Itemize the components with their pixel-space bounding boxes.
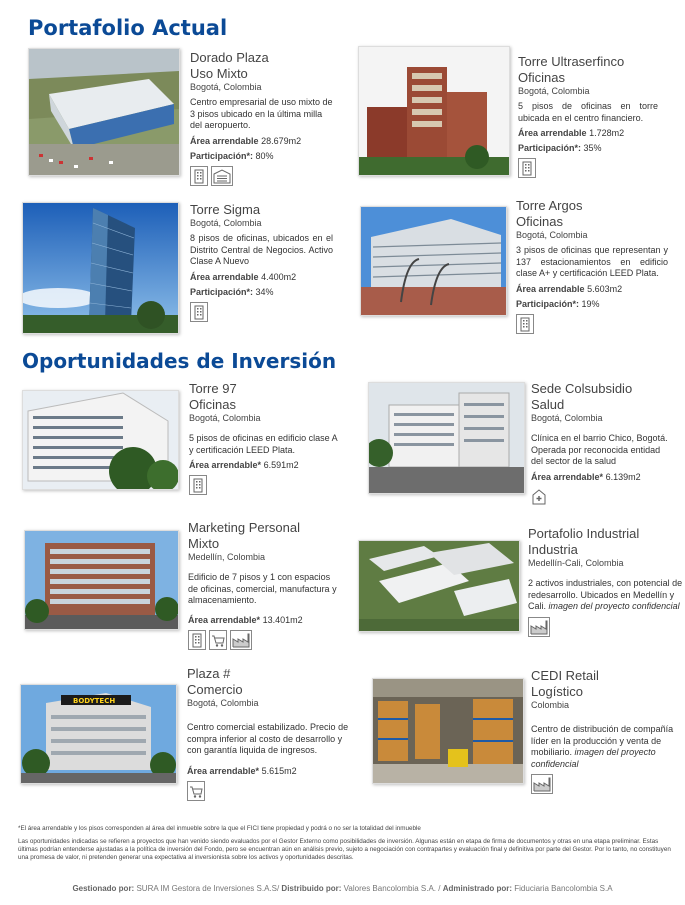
area-label: Área arrendable: [190, 271, 259, 282]
property-description: Edificio de 7 pisos y 1 con espacios de oficinas, comercial, manufactura y almacenamiento.: [188, 572, 337, 605]
property-city: Bogotá, Colombia: [189, 413, 261, 423]
photo-sede-colsubsidio: [368, 382, 525, 494]
confidential-note: imagen del proyecto confidencial: [548, 601, 680, 611]
property-use: Oficinas: [516, 214, 563, 229]
property-use: Industria: [528, 542, 578, 557]
distributed-value: Valores Bancolombia S.A. /: [343, 884, 441, 893]
property-use: Logístico: [531, 684, 584, 699]
card-torre-sigma: [190, 202, 333, 322]
property-name: Portafolio Industrial: [528, 526, 640, 541]
photo-plaza-comercio: [20, 684, 177, 784]
factory-icon: [230, 630, 252, 650]
share-value: 34%: [255, 286, 274, 297]
property-city: Medellín-Cali, Colombia: [528, 558, 624, 568]
shopping-cart-icon: [187, 781, 205, 801]
photo-torre-ultraserfinco: [358, 46, 510, 176]
credits-line: [0, 884, 685, 893]
managed-label: Gestionado por:: [72, 884, 135, 893]
property-use: Comercio: [187, 682, 243, 697]
property-use: Uso Mixto: [190, 66, 248, 81]
property-description: Centro de distribución de compañía líder en la producción y venta de mobiliario.: [531, 724, 674, 757]
property-city: Bogotá, Colombia: [518, 86, 590, 96]
area-label: Área arrendable*: [187, 765, 260, 776]
distributed-label: Distribuido por:: [281, 884, 342, 893]
property-description: Centro empresarial de uso mixto de 3 pisos ubicado en la última milla del aeropuerto.: [190, 97, 333, 130]
office-building-icon: [518, 158, 536, 178]
area-value: 6.591m2: [263, 460, 299, 470]
shopping-cart-icon: [209, 630, 227, 650]
office-building-icon: [189, 475, 207, 495]
area-value: 28.679m2: [261, 135, 302, 146]
property-city: Colombia: [531, 700, 570, 710]
property-name: Torre Argos: [516, 198, 583, 213]
area-label: Área arrendable: [190, 135, 259, 146]
card-plaza-comercio: [187, 666, 352, 801]
property-name: Dorado Plaza: [190, 50, 269, 65]
area-label: Área arrendable*: [531, 471, 604, 482]
area-label: Área arrendable: [516, 283, 585, 294]
card-cedi-retail: [531, 668, 681, 794]
area-label: Área arrendable*: [189, 460, 262, 470]
area-value: 4.400m2: [261, 271, 297, 282]
hospital-icon: [531, 487, 547, 505]
property-description: 5 pisos de oficinas en torre ubicada en el centro financiero.: [518, 101, 658, 123]
factory-icon: [528, 617, 550, 637]
photo-dorado-plaza: [28, 48, 180, 176]
share-value: 19%: [581, 298, 600, 309]
area-value: 5.603m2: [587, 283, 623, 294]
card-torre-argos: [516, 198, 668, 334]
area-value: 1.728m2: [589, 128, 625, 138]
area-value: 13.401m2: [262, 614, 303, 625]
property-name: Sede Colsubsidio: [531, 381, 633, 396]
share-value: 35%: [583, 143, 602, 153]
area-value: 6.139m2: [605, 471, 641, 482]
share-label: Participación*:: [516, 298, 580, 309]
area-label: Área arrendable*: [188, 614, 261, 625]
confidential-note: imagen del proyecto confidencial: [531, 747, 656, 769]
property-name: Marketing Personal: [188, 520, 300, 535]
property-use: Salud: [531, 397, 565, 412]
office-building-icon: [516, 314, 534, 334]
photo-torre-sigma: [22, 202, 179, 334]
section-title-current: Portafolio Actual: [28, 16, 228, 40]
property-name: CEDI Retail: [531, 668, 599, 683]
property-name: Torre 97: [189, 381, 237, 396]
footnote-area: *El área arrendable y los pisos corresponden al área del inmueble sobre la que el FICI tiene propiedad y podrá o no ser la totalidad del inmueble: [18, 825, 421, 832]
property-name: Torre Sigma: [190, 202, 261, 217]
footnote-disclaimer: Las oportunidades indicadas se refieren a proyectos que han venido siendo evaluados por el Gestor Externo como posibilidades de inversión. Algunas están en etapa de firma de documentos y otras en una etapa preliminar. Estas últimas podrían entenderse ajustadas a la política de inversión del Fondo, pero se encuentran aún en análisis previo, sujeto a negociación con contrapartes y evaluación final y definitiva por parte del Gestor. Por lo tanto, no constituyen una promesa de valor, ni pretenden generar una expectativa al inversionista sobre los activos y oportunidades descritas.: [18, 838, 671, 861]
property-city: Bogotá, Colombia: [190, 82, 262, 92]
managed-value: SURA IM Gestora de Inversiones S.A.S/: [136, 884, 280, 893]
area-value: 5.615m2: [261, 765, 297, 776]
photo-torre-97: [22, 390, 179, 490]
property-description: 3 pisos de oficinas que representan y 137 estacionamientos en edificio clase A+ y certificación LEED Plata.: [516, 245, 668, 278]
share-label: Participación*:: [190, 286, 254, 297]
share-value: 80%: [255, 150, 274, 161]
property-name: Torre Ultraserfinco: [518, 54, 625, 69]
share-label: Participación*:: [190, 150, 254, 161]
warehouse-icon: [211, 166, 233, 186]
property-city: Medellín, Colombia: [188, 552, 266, 562]
card-marketing-personal: [188, 520, 338, 650]
property-city: Bogotá, Colombia: [187, 698, 259, 708]
administered-label: Administrado por:: [442, 884, 513, 893]
factory-icon: [531, 774, 553, 794]
property-city: Bogotá, Colombia: [531, 413, 603, 423]
property-name: Plaza #: [187, 666, 231, 681]
section-title-opportunities: Oportunidades de Inversión: [22, 349, 337, 373]
card-sede-colsubsidio: [531, 381, 673, 505]
property-use: Oficinas: [189, 397, 236, 412]
office-building-icon: [190, 302, 208, 322]
property-description: 5 pisos de oficinas en edificio clase A y certificación LEED Plata.: [189, 433, 338, 455]
share-label: Participación*:: [518, 143, 582, 153]
photo-portafolio-industrial: [358, 540, 520, 632]
property-description: 2 activos industriales, con potencial de redesarrollo. Ubicados en Medellín y Cali.: [528, 578, 683, 611]
property-description: 8 pisos de oficinas, ubicados en el Distrito Central de Negocios. Activo Clase A Nuevo: [190, 233, 333, 266]
card-portafolio-industrial: [528, 526, 685, 637]
property-description: Clínica en el barrio Chico, Bogotá. Operada por reconocida entidad del sector de la salud: [531, 433, 668, 466]
bodytech-sign: BODYTECH: [73, 697, 116, 705]
photo-cedi-retail: [372, 678, 524, 784]
administered-value: Fiduciaria Bancolombia S.A: [514, 884, 613, 893]
office-building-icon: [188, 630, 206, 650]
area-label: Área arrendable: [518, 128, 587, 138]
office-building-icon: [190, 166, 208, 186]
photo-torre-argos: [360, 206, 507, 316]
card-torre-ultraserfinco: [518, 54, 658, 178]
property-use: Mixto: [188, 536, 220, 551]
property-city: Bogotá, Colombia: [190, 218, 262, 228]
property-description: Centro comercial estabilizado. Precio de compra inferior al costo de desarrollo y con garantía liquida de ingresos.: [187, 722, 349, 755]
photo-marketing-personal: [24, 530, 179, 630]
card-dorado-plaza: [190, 50, 335, 186]
property-use: Oficinas: [518, 70, 565, 85]
property-city: Bogotá, Colombia: [516, 230, 588, 240]
card-torre-97: [189, 381, 339, 495]
